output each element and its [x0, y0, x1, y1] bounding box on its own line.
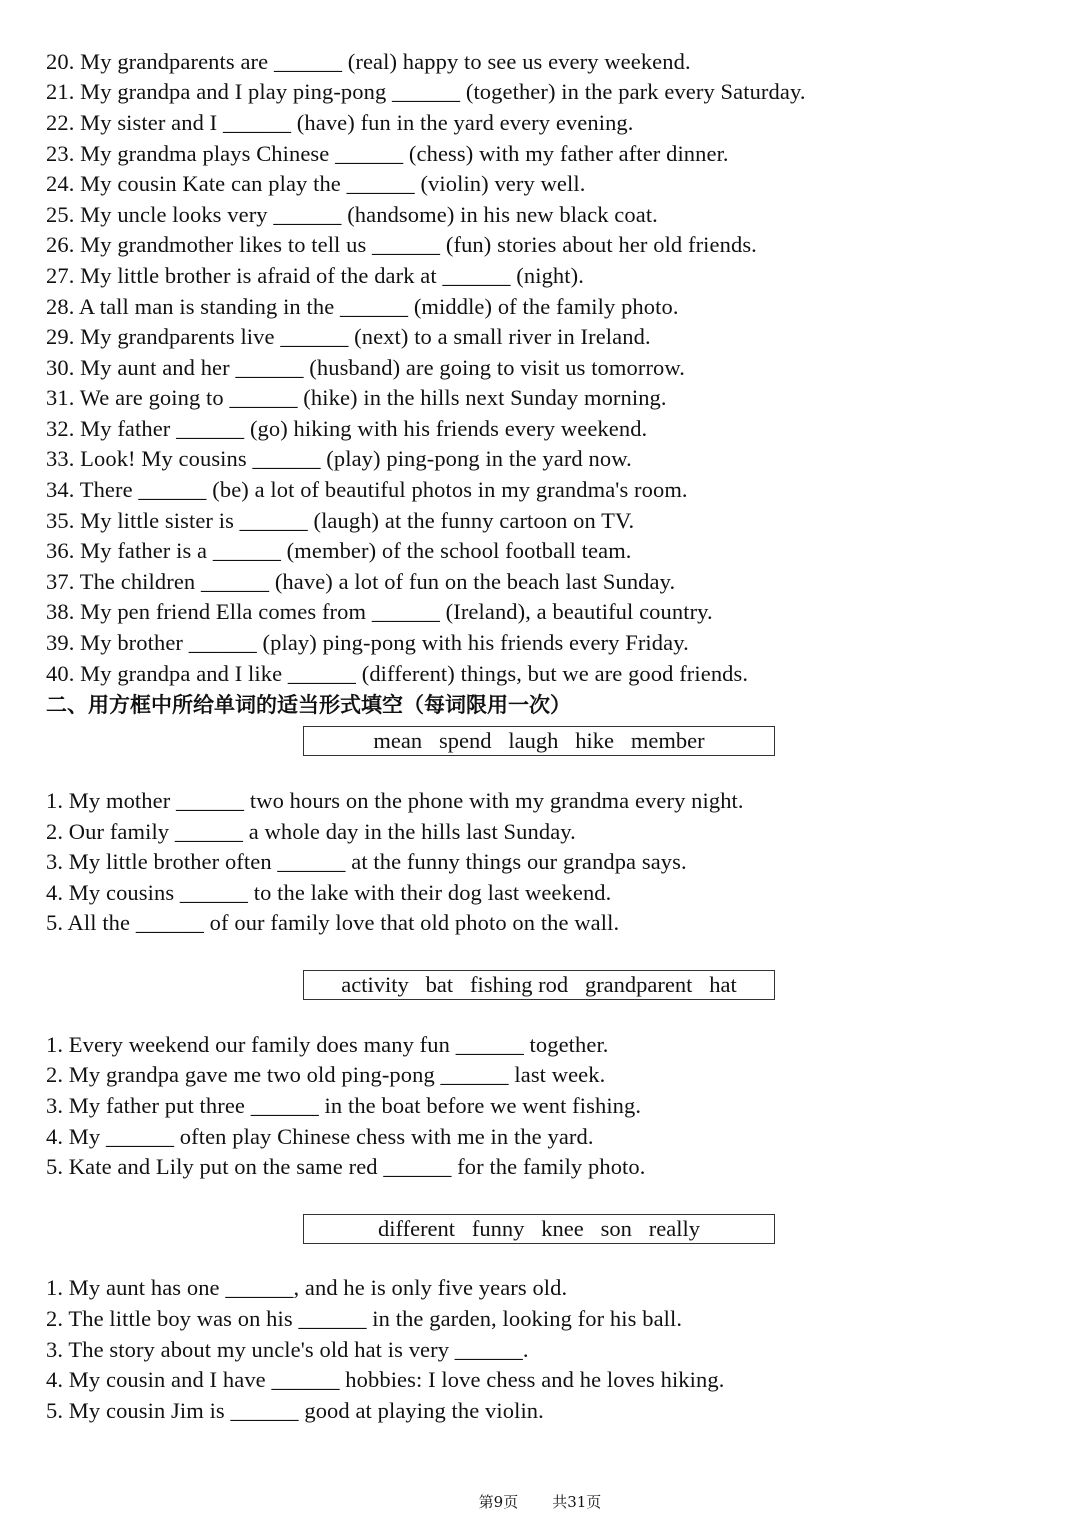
word-box-2: activity bat fishing rod grandparent hat: [303, 970, 775, 1000]
exercise-item-23: 23. My grandma plays Chinese ______ (chess) with my father after dinner.: [46, 141, 729, 166]
group2-item-2: 2. My grandpa gave me two old ping-pong ______ last week.: [46, 1062, 606, 1087]
group3-item-3: 3. The story about my uncle's old hat is very ______.: [46, 1337, 529, 1362]
group1-item-1: 1. My mother ______ two hours on the phone with my grandma every night.: [46, 788, 744, 813]
exercise-item-26: 26. My grandmother likes to tell us ______ (fun) stories about her old friends.: [46, 232, 757, 257]
exercise-item-35: 35. My little sister is ______ (laugh) at the funny cartoon on TV.: [46, 508, 635, 533]
exercise-item-34: 34. There ______ (be) a lot of beautiful photos in my grandma's room.: [46, 477, 688, 502]
group2-item-1: 1. Every weekend our family does many fun ______ together.: [46, 1032, 609, 1057]
exercise-item-36: 36. My father is a ______ (member) of the school football team.: [46, 538, 632, 563]
exercise-item-24: 24. My cousin Kate can play the ______ (violin) very well.: [46, 171, 586, 196]
group1-item-4: 4. My cousins ______ to the lake with their dog last weekend.: [46, 880, 612, 905]
exercise-item-28: 28. A tall man is standing in the ______ (middle) of the family photo.: [46, 294, 679, 319]
group3-item-1: 1. My aunt has one ______, and he is only five years old.: [46, 1275, 568, 1300]
group1-item-2: 2. Our family ______ a whole day in the hills last Sunday.: [46, 819, 576, 844]
group3-item-4: 4. My cousin and I have ______ hobbies: I love chess and he loves hiking.: [46, 1367, 725, 1392]
exercise-item-21: 21. My grandpa and I play ping-pong ______ (together) in the park every Saturday.: [46, 79, 806, 104]
exercise-item-33: 33. Look! My cousins ______ (play) ping-pong in the yard now.: [46, 446, 632, 471]
exercise-item-38: 38. My pen friend Ella comes from ______ (Ireland), a beautiful country.: [46, 599, 713, 624]
exercise-item-39: 39. My brother ______ (play) ping-pong with his friends every Friday.: [46, 630, 689, 655]
word-box-3: different funny knee son really: [303, 1214, 775, 1244]
section-heading: 二、用方框中所给单词的适当形式填空（每词限用一次）: [46, 693, 571, 717]
exercise-item-22: 22. My sister and I ______ (have) fun in the yard every evening.: [46, 110, 634, 135]
exercise-item-20: 20. My grandparents are ______ (real) happy to see us every weekend.: [46, 49, 691, 74]
exercise-item-37: 37. The children ______ (have) a lot of fun on the beach last Sunday.: [46, 569, 676, 594]
group2-item-5: 5. Kate and Lily put on the same red ______ for the family photo.: [46, 1154, 646, 1179]
group3-item-2: 2. The little boy was on his ______ in the garden, looking for his ball.: [46, 1306, 683, 1331]
exercise-item-27: 27. My little brother is afraid of the dark at ______ (night).: [46, 263, 584, 288]
exercise-item-31: 31. We are going to ______ (hike) in the hills next Sunday morning.: [46, 385, 667, 410]
group1-item-3: 3. My little brother often ______ at the funny things our grandpa says.: [46, 849, 687, 874]
page-total: 共31页: [552, 1493, 602, 1511]
exercise-item-32: 32. My father ______ (go) hiking with his friends every weekend.: [46, 416, 648, 441]
page-number: 第9页: [478, 1493, 519, 1511]
exercise-item-25: 25. My uncle looks very ______ (handsome) in his new black coat.: [46, 202, 658, 227]
group3-item-5: 5. My cousin Jim is ______ good at playing the violin.: [46, 1398, 544, 1423]
exercise-item-40: 40. My grandpa and I like ______ (different) things, but we are good friends.: [46, 661, 749, 686]
word-box-1: mean spend laugh hike member: [303, 726, 775, 756]
page-footer: [0, 1492, 1080, 1512]
group2-item-3: 3. My father put three ______ in the boat before we went fishing.: [46, 1093, 642, 1118]
group1-item-5: 5. All the ______ of our family love that old photo on the wall.: [46, 910, 620, 935]
group2-item-4: 4. My ______ often play Chinese chess with me in the yard.: [46, 1124, 594, 1149]
exercise-item-29: 29. My grandparents live ______ (next) to a small river in Ireland.: [46, 324, 651, 349]
exercise-item-30: 30. My aunt and her ______ (husband) are going to visit us tomorrow.: [46, 355, 685, 380]
